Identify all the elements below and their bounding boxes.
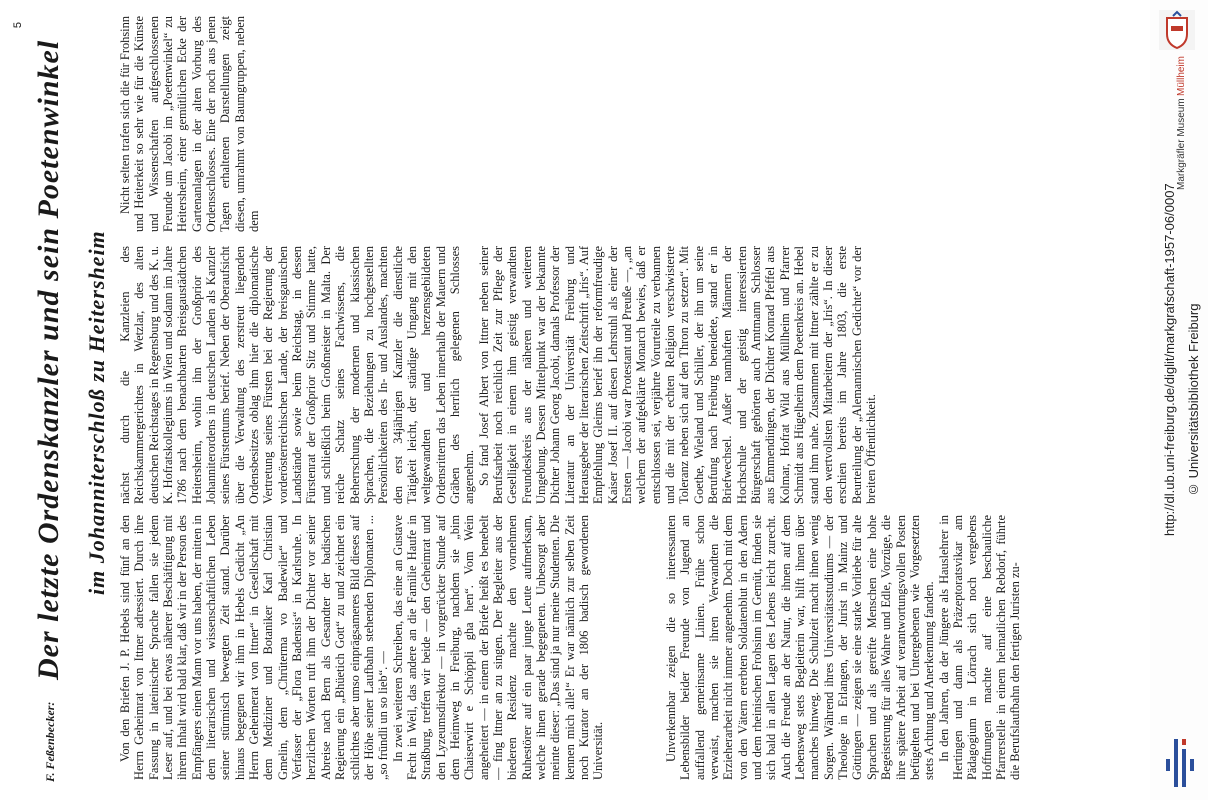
paragraph: nächst durch die Kanzleien des Reichskammergerichtes in Wetzlar, des alten deutschen Reichstages in Regensburg und des K. u. K. Hofratskollegiums in Wien und sodann im Jahre 1786 nach dem benachbarten Breisgaustädtchen Heitersheim, wohin ihn der Großprior des Johanniterordens in deutschen Landen als Kanzler seines Fürstentums berief. Neben der Oberaufsicht über die Verwaltung des zerstreut liegenden Ordensbesitzes oblag ihm hier die diplomatische Vertretung seines Fürsten bei der Regierung der vorderösterreichischen Lande, der breisgauischen Landstände sowie beim Reichstag, in dessen Fürstenrat der Großprior Sitz und Stimme hatte, und schließlich beim Großmeister in Malta. Der reiche Schatz seines Fachwissens, die Beherrschung der modernen und klassischen Sprachen, die Beziehungen zu hochgestellten Persönlichkeiten des In- und Auslandes, machten den erst 34jährigen Kanzler die dienstliche Tätigkeit leicht, der ständige Umgang mit den weltgewandten und herzensgebildeten Ordensrittern das Leben innerhalb der Mauern und Gräben des herrlich gelegenen Schlosses angenehm. — [118, 246, 477, 504]
paragraph: Nicht selten trafen sich die für Frohsinn und Heiterkeit so sehr wie für die Künste und Wissenschaften aufgeschlossenen Freunde um Jacobi im „Poetenwinkel“ zu Heitersheim, einer gemütlichen Ecke der Gartenanlagen in der alten Vorburg des Ordensschlosses. Eine der noch aus jenen Tagen erhaltenen Darstellungen zeigt diesen, umrahmt von Baumgruppen, neben dem — [118, 16, 262, 232]
article-title: Der letzte Ordenskanzler und sein Poetenwinkel — [32, 39, 65, 680]
museum-crest-icon[interactable] — [1157, 8, 1197, 52]
paragraph: Von den Briefen J. P. Hebels sind fünf an den Herrn Geheimrat von Ittner adressiert. Durch ihre Fassung in lateinischer Sprache fallen sie jedem Leser auf, und bei etwas näherer Beschäftigung mit ihrem Inhalt wird bald klar, daß wir in der Person des Empfängers einen Mann vor uns haben, der mitten in dem literarischen und wissenschaftlichen Leben seiner stürmisch bewegten Zeit stand. Darüber hinaus begegnen wir ihm in Hebels Gedicht „An Herrn Geheimerat von Ittner“ in Gesellschaft mit dem Mediziner und Botaniker Karl Christian Gmelin, dem „Chrüterma vo Badewiler“ und Verfasser der „Flora Badensis“ in Karlsruhe. In herzlichen Worten ruft ihm der Dichter vor seiner Abreise nach Bern als Gesandter der badischen Regierung ein „Bhüetich Gott“ zu und zeichnet ein schlichtes aber umso einprägsameres Bild dieses auf der Höhe seiner Laufbahn stehenden Diplomaten ... „so fründli un so lieb“. — — [118, 515, 391, 780]
paragraph: In zwei weiteren Schreiben, das eine an Gustave Fecht in Weil, das andere an die Familie Haufe in Straßburg, treffen wir beide — den Geheimrat und den Lyzeumsdirektor — in vorgerückter Stunde auf dem Heimweg in Freiburg, nachdem sie „bim Chaiserwirt e Schöppli gha hen“. Vom Wein angeheitert — in einem der Briefe heißt es benebelt — fing Ittner an zu singen. Der Begleiter aus der biederen Residenz machte den vornehmen Ruhestörer auf ein paar junge Leute aufmerksam, welche ihnen gerade begegneten. Unbesorgt aber meinte dieser: „Das sind ja nur meine Studenten. Die kennen mich alle!“ Er war nämlich zur selben Zeit noch Kurator an der 1806 badisch gewordenen Universität. — [390, 515, 606, 780]
text-column-1 — [118, 515, 658, 780]
ub-freiburg-logo-icon[interactable] — [1160, 735, 1204, 791]
text-column-3 — [118, 246, 1114, 504]
author-byline: F. Feßenbecker: — [43, 701, 57, 782]
text-column-2 — [664, 515, 1114, 780]
article-subtitle: im Johanniterschloß zu Heitersheim — [84, 230, 109, 595]
copyright-text: © Universitätsbibliothek Freiburg — [1186, 303, 1201, 497]
paragraph: So fand Josef Albert von Ittner neben seiner Berufsarbeit noch reichlich Zeit zur Pflege der Geselligkeit in einem ihm geistig verwandten Freundeskreis aus der näheren und weiteren Umgebung. Dessen Mittelpunkt war der bekannte Dichter Johann Georg Jacobi, damals Professor der Literatur an der Universität Freiburg und Herausgeber der literarischen Zeitschrift „Iris“. Auf Empfehlung Gleims berief ihn der reformfreudige Kaiser Josef II. auf diesen Lehrstuhl als einer der Ersten — Jacobi war Protestant und Preuße —, „an welchem der aufgeklärte Monarch bewies, daß er entschlossen sei, verjährte Vorurteile zu verbannen und die mit der echten Religion verschwisterte Toleranz neben sich auf den Thron zu setzen“. Mit Goethe, Wieland und Schiller, der ihn um seine Berufung nach Freiburg beneidete, stand er in Briefwechsel. Außer namhaften Männern der Hochschule und der geistig interessierten Bürgerschaft gehörten auch Amtmann Schlosser aus Emmendingen, der Dichter Konrad Pfeffel aus Kolmar, Hofrat Wild aus Müllheim und Pfarrer Schmidt aus Hügelheim dem Poetenkreis an. Hebel stand ihm nahe. Zusammen mit Ittner zählte er zu den wertvollsten Mitarbeitern der „Iris“. In dieser erschien bereits im Jahre 1803, die erste Beurteilung der „Alemannischen Gedichte“ vor der breiten Öffentlichkeit. — [476, 246, 878, 504]
museum-name: Markgräfler Museum — [1176, 98, 1187, 190]
text-column-4 — [118, 16, 1114, 232]
paragraph: In den Jahren, da der Jüngere als Hauslehrer in Hertingen und dann als Präzeptoratsvikar am Pädagogium in Lörrach sich noch vergebens Hoffnungen machte auf eine beschauliche Pfarrerstelle in einem heimatlichen Rebdorf, führte die Berufslaufbahn den fertigen Juristen zu- — [936, 515, 1023, 780]
paragraph: Unverkennbar zeigen die so interessanten Lebensbilder beider Freunde von Jugend an auffallend gemeinsame Linien. Frühe schon verwaist, machen sie ihren Verwandten die Erzieherarbeit nicht immer angenehm. Doch mit dem von den Vätern ererbten Soldatenblut in den Adern und dem rheinischen Frohsinn im Gemüt, finden sie sich bald in allen Lagen des Lebens leicht zurecht. Auch die Freude an der Natur, die ihnen auf dem Lebensweg stets Begleiterin war, hilft ihnen über manches hinweg. Die Schulzeit macht ihnen wenig Sorgen. Während ihres Universitätsstudiums — der Theologe in Erlangen, der Jurist in Mainz und Göttingen — zeigen sie eine starke Vorliebe für alte Sprachen und als gereifte Menschen eine hohe Begeisterung für alles Wahre und Edle, Vorzüge, die ihre spätere Arbeit auf verantwortungsvollen Posten befügelten und bei Untergebenen wie Vorgesetzten stets Achtung und Anerkennung fanden. — [664, 515, 937, 780]
page-number: 5 — [12, 22, 24, 29]
source-url-link[interactable]: http://dl.ub.uni-freiburg.de/diglit/markgrafschaft-1957-06/0007 — [1162, 183, 1177, 537]
museum-town: Müllheim — [1176, 56, 1187, 97]
